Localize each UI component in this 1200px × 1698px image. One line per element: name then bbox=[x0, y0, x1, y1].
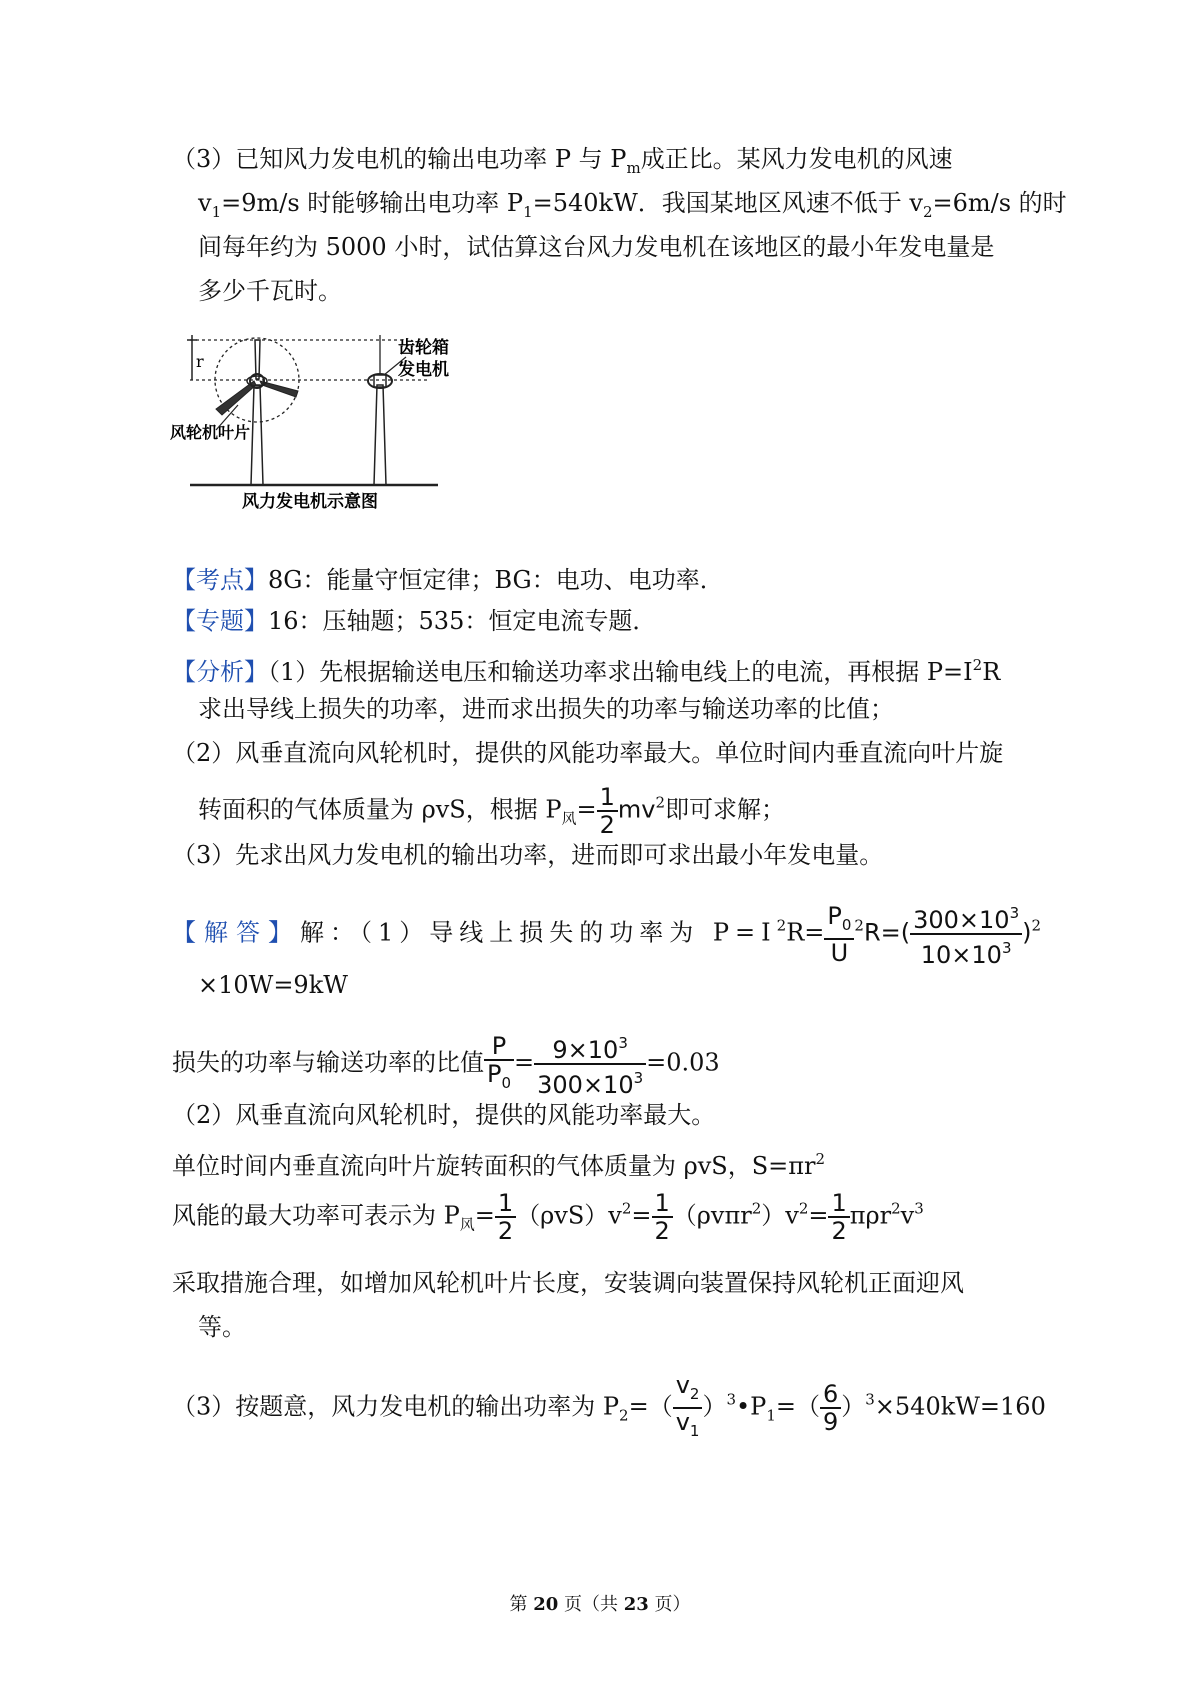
superscript: 2 bbox=[776, 916, 787, 935]
subscript: 2 bbox=[619, 1406, 629, 1425]
numerator: 1 bbox=[652, 1190, 673, 1218]
text: v bbox=[198, 189, 212, 217]
text: ） bbox=[702, 1392, 727, 1421]
text: 300×10 bbox=[913, 906, 1010, 934]
text: R= bbox=[786, 918, 825, 947]
text: = bbox=[808, 1201, 829, 1230]
figure-caption: 风力发电机示意图 bbox=[242, 492, 378, 512]
superscript: 3 bbox=[726, 1390, 736, 1409]
text: 即可求解； bbox=[665, 795, 786, 824]
superscript: 3 bbox=[1001, 939, 1012, 957]
generator-label: 发电机 bbox=[398, 360, 449, 380]
text: ）v bbox=[761, 1201, 799, 1230]
radius-label: r bbox=[196, 352, 204, 371]
denominator: 2 bbox=[831, 1217, 847, 1245]
gearbox-label: 齿轮箱 bbox=[398, 338, 449, 358]
subscript: 1 bbox=[689, 1422, 700, 1440]
jieda-line6 bbox=[172, 1190, 924, 1244]
jieda-line9 bbox=[172, 1372, 1046, 1444]
text: 转面积的气体质量为 ρvS，根据 P bbox=[198, 795, 562, 824]
text: =540kW．我国某地区风速不低于 v bbox=[532, 189, 923, 217]
jieda-line3 bbox=[172, 1030, 720, 1098]
problem3-line3: 间每年约为 5000 小时，试估算这台风力发电机在该地区的最小年发电量是 bbox=[198, 233, 995, 261]
subscript: m bbox=[626, 159, 641, 177]
fraction bbox=[910, 900, 1022, 968]
text: （ρvπr bbox=[672, 1201, 752, 1230]
numerator: 1 bbox=[495, 1190, 516, 1218]
text: =0.03 bbox=[646, 1048, 720, 1077]
text: 16：压轴题；535：恒定电流专题． bbox=[268, 607, 657, 635]
text: （ρvS）v bbox=[516, 1201, 622, 1230]
fraction bbox=[828, 1190, 849, 1244]
subscript: 1 bbox=[523, 203, 533, 221]
text: = bbox=[631, 1201, 652, 1230]
superscript: 2 bbox=[751, 1199, 762, 1218]
subscript: 1 bbox=[211, 203, 222, 221]
kaodian-line bbox=[172, 563, 724, 597]
superscript: 3 bbox=[618, 1034, 628, 1052]
text: 8G：能量守恒定律；BG：电功、电功率． bbox=[268, 566, 724, 594]
problem3-line2 bbox=[198, 186, 1067, 229]
jieda-tag: 【解答】 bbox=[172, 918, 300, 947]
text: 10×10 bbox=[920, 941, 1002, 969]
text: v bbox=[675, 1371, 690, 1399]
superscript: 2 bbox=[1031, 916, 1042, 935]
wind-turbine-figure bbox=[170, 335, 470, 515]
fenxi-line2: 求出导线上损失的功率，进而求出损失的功率与输送功率的比值； bbox=[198, 695, 894, 723]
denominator: 2 bbox=[599, 811, 615, 839]
text: = bbox=[514, 1048, 535, 1077]
fraction bbox=[824, 903, 854, 966]
denominator bbox=[910, 935, 1022, 968]
jieda-line5 bbox=[172, 1142, 825, 1183]
text: =6m/s 的时 bbox=[932, 189, 1067, 217]
problem3-line4: 多少千瓦时。 bbox=[198, 277, 342, 305]
text: 损失的功率与输送功率的比值 bbox=[172, 1048, 484, 1077]
text: ) bbox=[1022, 918, 1032, 947]
jieda-line4: （2）风垂直流向风轮机时，提供的风能功率最大。 bbox=[172, 1101, 716, 1129]
numerator: 6 bbox=[820, 1381, 841, 1409]
text: R=( bbox=[863, 918, 911, 947]
superscript: 2 bbox=[891, 1199, 901, 1218]
page-footer bbox=[0, 1590, 1200, 1616]
blade-label: 风轮机叶片 bbox=[170, 423, 251, 442]
subscript: 0 bbox=[841, 915, 852, 934]
text: P bbox=[827, 901, 842, 930]
denominator: 9 bbox=[822, 1408, 839, 1436]
text: （3）按题意，风力发电机的输出功率为 P bbox=[172, 1392, 620, 1421]
denominator bbox=[534, 1065, 646, 1098]
denominator: U bbox=[830, 938, 849, 967]
fraction bbox=[534, 1030, 646, 1098]
jieda-line8: 等。 bbox=[198, 1313, 246, 1341]
jieda-line2: ×10W=9kW bbox=[198, 971, 348, 999]
text: （1）先根据输送电压和输送功率求出输电线上的电流，再根据 P=I bbox=[268, 658, 973, 686]
text: = bbox=[474, 1201, 495, 1230]
denominator bbox=[484, 1061, 514, 1096]
text: 300×10 bbox=[537, 1071, 634, 1099]
text: 页（共 bbox=[558, 1594, 624, 1615]
fenxi-line5: （3）先求出风力发电机的输出功率，进而即可求出最小年发电量。 bbox=[172, 841, 884, 869]
fraction bbox=[597, 784, 618, 838]
fraction bbox=[495, 1190, 516, 1244]
page-number: 20 bbox=[533, 1594, 559, 1615]
text: 风能的最大功率可表示为 P bbox=[172, 1201, 460, 1230]
subscript: 2 bbox=[689, 1385, 700, 1403]
subscript: 1 bbox=[766, 1406, 776, 1425]
numerator bbox=[534, 1030, 646, 1065]
fenxi-line1 bbox=[172, 648, 1000, 689]
text: = bbox=[576, 795, 597, 824]
numerator bbox=[910, 900, 1022, 935]
text: 第 bbox=[509, 1594, 534, 1615]
text: πρr bbox=[849, 1201, 892, 1230]
text: P bbox=[487, 1059, 502, 1088]
denominator: 2 bbox=[654, 1217, 670, 1245]
text: =9m/s 时能够输出电功率 P bbox=[221, 189, 524, 217]
jieda-line1 bbox=[172, 900, 1041, 968]
subscript: 2 bbox=[922, 203, 933, 221]
zhuanti-line bbox=[172, 604, 656, 638]
superscript: 3 bbox=[1009, 904, 1020, 922]
text: 成正比。某风力发电机的风速 bbox=[640, 145, 953, 173]
superscript: 2 bbox=[815, 1150, 826, 1168]
problem3-line1 bbox=[172, 142, 953, 185]
fraction bbox=[484, 1033, 514, 1096]
numerator: 1 bbox=[828, 1190, 849, 1218]
superscript: 3 bbox=[865, 1390, 875, 1409]
text: v bbox=[675, 1408, 690, 1436]
kaodian-tag: 【考点】 bbox=[172, 566, 268, 594]
text: 解：（1）导线上损失的功率为 P=I bbox=[300, 918, 777, 947]
superscript: 2 bbox=[972, 656, 983, 674]
superscript: 3 bbox=[633, 1069, 644, 1087]
fraction bbox=[820, 1381, 841, 1435]
fenxi-tag: 【分析】 bbox=[172, 658, 268, 686]
text: 9×10 bbox=[552, 1036, 619, 1064]
text: （3）已知风力发电机的输出电功率 P 与 P bbox=[172, 145, 627, 173]
subscript: 风 bbox=[561, 809, 577, 828]
text: R bbox=[982, 658, 1001, 686]
text: 单位时间内垂直流向叶片旋转面积的气体质量为 ρvS，S=πr bbox=[172, 1152, 816, 1180]
text: 页） bbox=[648, 1594, 691, 1615]
fenxi-line4 bbox=[198, 784, 785, 838]
zhuanti-tag: 【专题】 bbox=[172, 607, 268, 635]
superscript: 2 bbox=[798, 1199, 809, 1218]
denominator: 2 bbox=[497, 1217, 514, 1245]
subscript: 风 bbox=[459, 1215, 475, 1234]
numerator: P bbox=[484, 1033, 514, 1061]
denominator bbox=[673, 1409, 703, 1444]
text: ） bbox=[841, 1392, 866, 1421]
numerator: 1 bbox=[597, 784, 618, 812]
fenxi-line3: （2）风垂直流向风轮机时，提供的风能功率最大。单位时间内垂直流向叶片旋 bbox=[172, 739, 1004, 767]
numerator bbox=[673, 1372, 703, 1409]
text: =（ bbox=[775, 1392, 820, 1421]
subscript: 0 bbox=[501, 1073, 512, 1092]
numerator bbox=[824, 903, 854, 940]
jieda-line7: 采取措施合理，如增加风轮机叶片长度，安装调向装置保持风轮机正面迎风 bbox=[172, 1269, 964, 1297]
text: ×540kW=160 bbox=[874, 1392, 1046, 1421]
text: mv bbox=[617, 795, 656, 824]
text: •P bbox=[736, 1392, 767, 1421]
superscript: 2 bbox=[655, 793, 666, 812]
text: v bbox=[900, 1201, 915, 1230]
superscript: 2 bbox=[621, 1199, 632, 1218]
fraction bbox=[652, 1190, 673, 1244]
superscript: 2 bbox=[854, 916, 864, 935]
total-pages: 23 bbox=[623, 1594, 649, 1615]
superscript: 3 bbox=[914, 1199, 924, 1218]
fraction bbox=[673, 1372, 703, 1444]
text: =（ bbox=[628, 1392, 673, 1421]
